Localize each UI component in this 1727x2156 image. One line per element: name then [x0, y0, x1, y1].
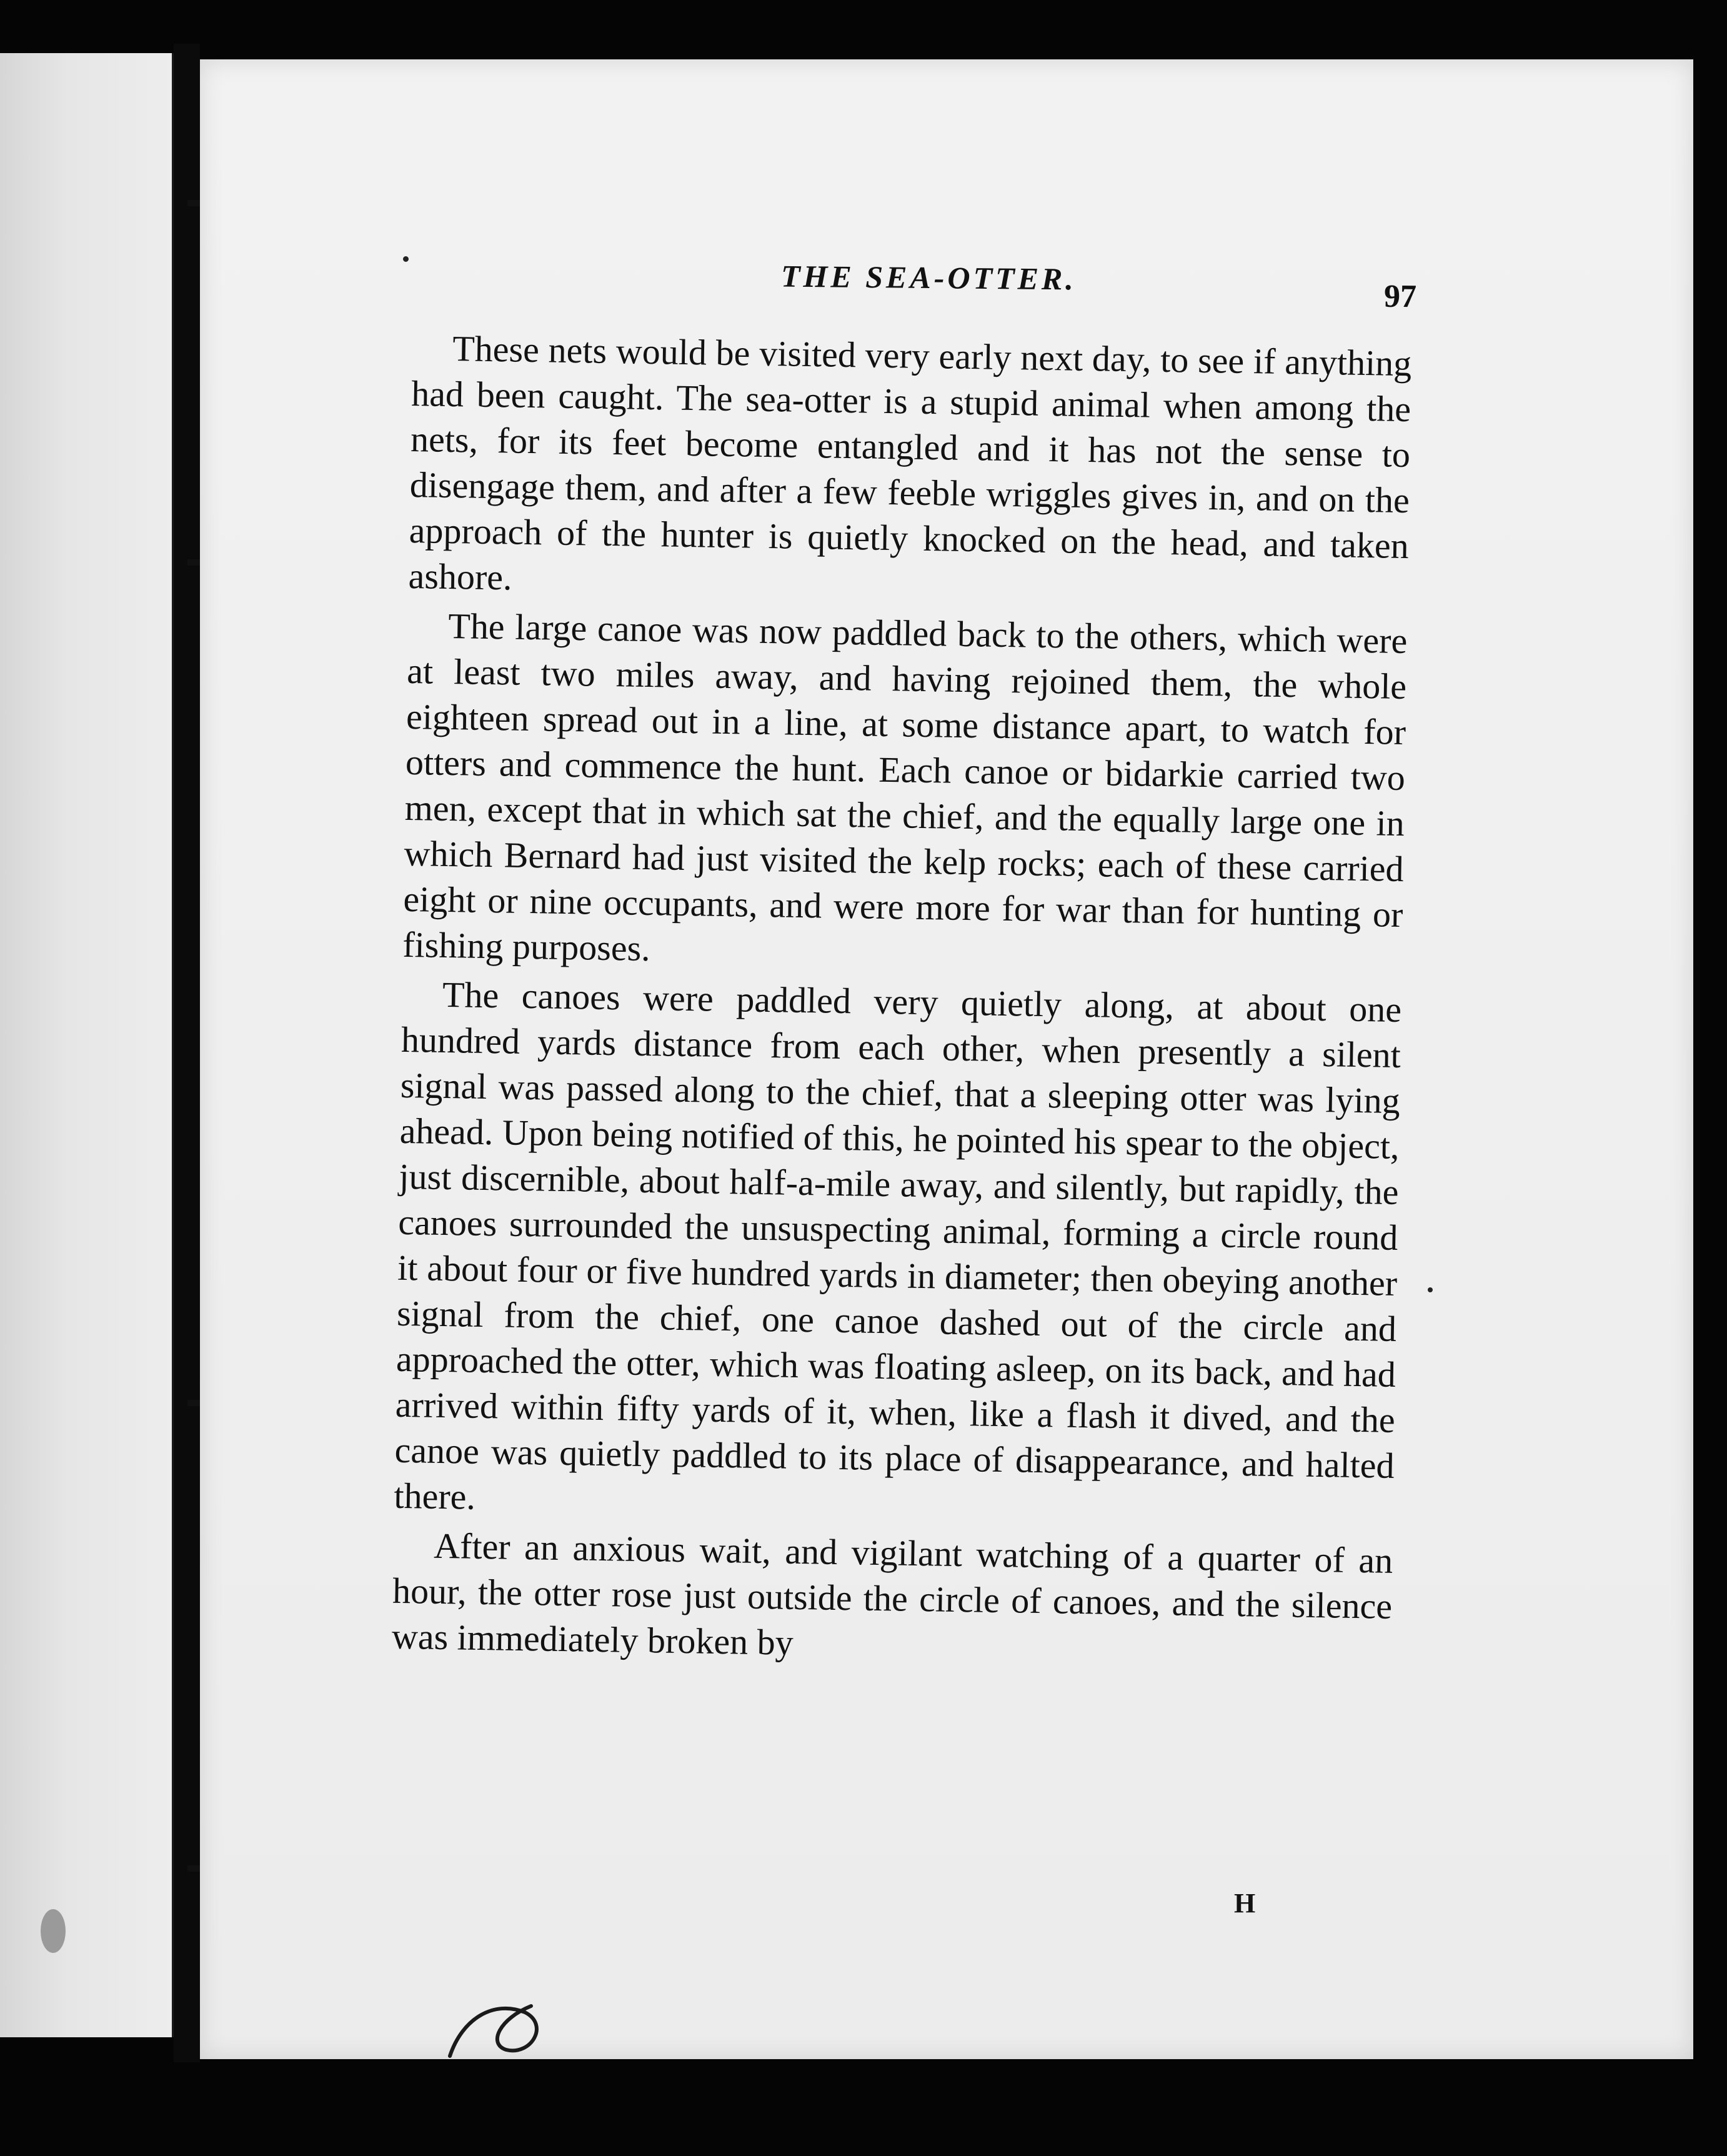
paragraph: The large canoe was now paddled back to the others, which were at least two miles away, and having rejoined them, the whole eighteen spread out in a line, at some distance apart, to watch for otters and commence the hunt. Each canoe or bidarkie carried two men, except that in which sat the chief, and the equally large one in which Bernard had just visited the kelp rocks; each of these carried eight or nine occupants, and were more for war than for hunting or fishing purposes.: [402, 605, 1408, 969]
ink-speck: [403, 256, 409, 262]
signature-mark: H: [1234, 1888, 1256, 1919]
stain-mark: [41, 1909, 66, 1953]
paragraph: The canoes were paddled very quietly along, at about one hundred yards distance from each other, when presently a silent signal was passed along to the chief, that a sleeping otter was lying ahead. Upon being notified of this, he pointed his spear to the object, just discernible, about half-a-mile away, and silently, but rapidly, the canoes surrounded the unsuspecting animal, forming a circle round it about four or five hundred yards in diameter; then obeying another signal from the chief, one canoe dashed out of the circle and approached the otter, which was floating asleep, on its back, and had arrived within fifty yards of it, when, like a flash it dived, and the canoe was quietly paddled to its place of disappearance, and halted there.: [394, 974, 1402, 1517]
body-text: [391, 325, 1411, 1679]
book-binding: [174, 44, 200, 2062]
ink-speck: [1428, 1287, 1433, 1292]
page-number: 97: [1383, 278, 1417, 315]
paragraph: After an anxious wait, and vigilant watching of a quarter of an hour, the otter rose just outside the circle of canoes, and the silence was immediately broken by: [391, 1525, 1393, 1663]
previous-page-edge: [0, 53, 174, 2037]
running-head: THE SEA-OTTER.: [780, 258, 1077, 297]
paragraph: These nets would be visited very early next day, to see if anything had been caught. The sea-otter is a stupid animal when among the nets, for its feet become entangled and it has not the sense to disengage them, and after a few feeble wriggles gives in, and on the approach of the hunter is quietly knocked on the head, and taken ashore.: [408, 328, 1412, 598]
ink-squiggle-mark: [437, 1962, 637, 2075]
